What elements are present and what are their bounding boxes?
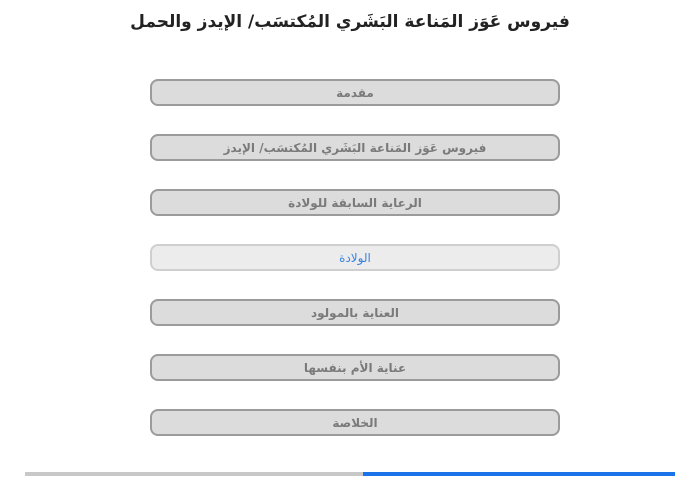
menu-item-newborn-care[interactable]: العناية بالمولود [150, 299, 560, 326]
menu-item-prenatal-care[interactable]: الرعاية السابقة للولادة [150, 189, 560, 216]
menu-item-delivery[interactable]: الولادة [150, 244, 560, 271]
menu-item-introduction[interactable]: مقدمة [150, 79, 560, 106]
menu-item-mother-self-care[interactable]: عناية الأم بنفسها [150, 354, 560, 381]
menu-item-hiv-aids[interactable]: فيروس عَوَز المَناعة البَشَري المُكتسَب/ الإيدز [150, 134, 560, 161]
progress-bar-fill [363, 472, 675, 476]
page-title: فيروس عَوَز المَناعة البَشَري المُكتسَب/ الإيدز والحمل [130, 12, 570, 32]
progress-bar [25, 472, 675, 476]
menu-item-summary[interactable]: الخلاصة [150, 409, 560, 436]
chapter-menu [150, 79, 560, 436]
